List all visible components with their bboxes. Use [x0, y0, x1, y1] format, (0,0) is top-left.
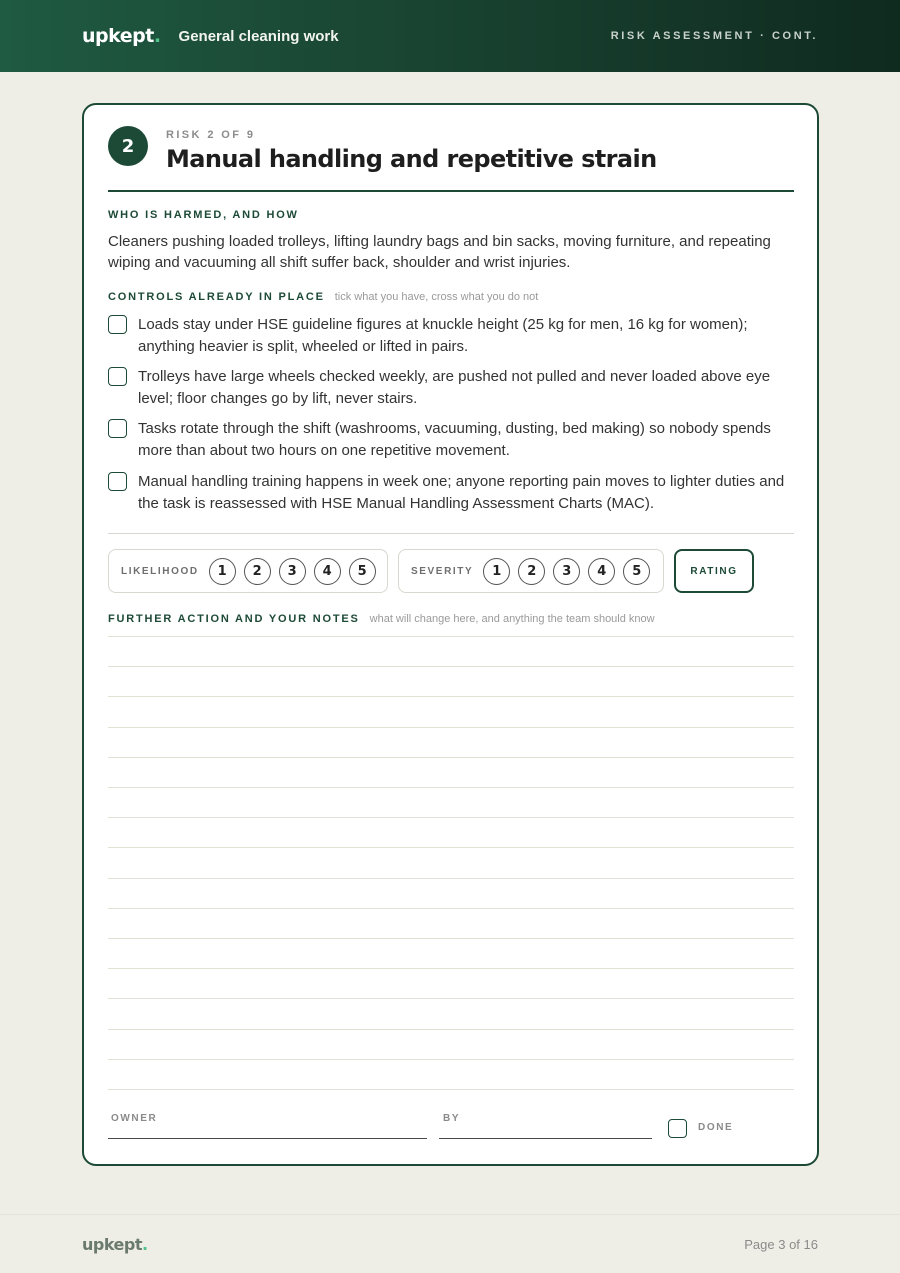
- notes-line[interactable]: [108, 1089, 794, 1090]
- likelihood-option-4[interactable]: 4: [314, 558, 341, 585]
- page-header: [0, 0, 900, 72]
- page-number: Page 3 of 16: [744, 1236, 818, 1252]
- control-text: Trolleys have large wheels checked weekly, are pushed not pulled and never loaded above eye level; floor changes go by lift, never stairs.: [138, 368, 771, 407]
- risk-title: Manual handling and repetitive strain: [166, 145, 657, 173]
- notes-line[interactable]: [108, 696, 794, 697]
- title-divider: [108, 190, 794, 192]
- severity-label: SEVERITY: [411, 565, 474, 577]
- notes-line[interactable]: [108, 998, 794, 999]
- notes-line[interactable]: [108, 727, 794, 728]
- notes-line[interactable]: [108, 938, 794, 939]
- who-harmed-text: Cleaners pushing loaded trolleys, lifting laundry bags and bin sacks, moving furniture, and repeating wiping and vacuuming all shift suffer back, shoulder and wrist injuries.: [108, 233, 771, 271]
- control-text: Tasks rotate through the shift (washrooms, vacuuming, dusting, bed making) so nobody spends more than about two hours on one repetitive movement.: [138, 420, 771, 459]
- control-checkbox[interactable]: [108, 315, 127, 334]
- notes-line[interactable]: [108, 1029, 794, 1030]
- done-checkbox[interactable]: [668, 1119, 687, 1138]
- likelihood-option-3[interactable]: 3: [279, 558, 306, 585]
- section-divider: [108, 533, 794, 534]
- severity-scale: [398, 549, 664, 593]
- notes-line[interactable]: [108, 878, 794, 879]
- likelihood-scale: [108, 549, 388, 593]
- notes-label: FURTHER ACTION AND YOUR NOTES what will change here, and anything the team should know: [108, 613, 655, 625]
- who-harmed-label: WHO IS HARMED, AND HOW: [108, 209, 299, 221]
- notes-line[interactable]: [108, 757, 794, 758]
- likelihood-option-1[interactable]: 1: [209, 558, 236, 585]
- by-label: BY: [443, 1113, 461, 1124]
- page-footer: [0, 1214, 900, 1273]
- notes-line[interactable]: [108, 1059, 794, 1060]
- control-text: Loads stay under HSE guideline figures at knuckle height (25 kg for men, 16 kg for women); anything heavier is split, wheeled or lifted in pairs.: [138, 316, 748, 355]
- control-checkbox[interactable]: [108, 367, 127, 386]
- document-title: General cleaning work: [178, 27, 339, 45]
- severity-option-2[interactable]: 2: [518, 558, 545, 585]
- control-checkbox[interactable]: [108, 472, 127, 491]
- brand-logo: upkept.: [82, 25, 161, 47]
- risk-number-badge: 2: [108, 126, 148, 166]
- rating-field[interactable]: RATING: [674, 549, 754, 593]
- control-item: [108, 314, 798, 358]
- control-item: [108, 366, 798, 410]
- by-field[interactable]: [439, 1138, 652, 1139]
- controls-hint: tick what you have, cross what you do not: [334, 291, 539, 303]
- notes-line[interactable]: [108, 787, 794, 788]
- notes-hint: what will change here, and anything the team should know: [369, 613, 655, 625]
- likelihood-option-2[interactable]: 2: [244, 558, 271, 585]
- control-item: [108, 471, 798, 515]
- footer-brand-logo: upkept.: [82, 1234, 148, 1254]
- control-item: [108, 418, 798, 462]
- notes-line[interactable]: [108, 968, 794, 969]
- severity-option-3[interactable]: 3: [553, 558, 580, 585]
- controls-label: CONTROLS ALREADY IN PLACE tick what you have, cross what you do not: [108, 291, 539, 303]
- likelihood-option-5[interactable]: 5: [349, 558, 376, 585]
- notes-line[interactable]: [108, 908, 794, 909]
- notes-line[interactable]: [108, 817, 794, 818]
- owner-label: OWNER: [111, 1113, 158, 1124]
- risk-card: [82, 103, 819, 1166]
- section-label: RISK ASSESSMENT · CONT.: [610, 30, 818, 42]
- control-text: Manual handling training happens in week one; anyone reporting pain moves to lighter duties and the task is reassessed with HSE Manual Handling Assessment Charts (MAC).: [138, 473, 785, 512]
- severity-option-1[interactable]: 1: [483, 558, 510, 585]
- risk-count: RISK 2 OF 9: [166, 129, 256, 141]
- notes-line[interactable]: [108, 666, 794, 667]
- severity-option-5[interactable]: 5: [623, 558, 650, 585]
- done-label: DONE: [698, 1122, 734, 1133]
- control-checkbox[interactable]: [108, 419, 127, 438]
- notes-line[interactable]: [108, 847, 794, 848]
- severity-option-4[interactable]: 4: [588, 558, 615, 585]
- likelihood-label: LIKELIHOOD: [121, 565, 199, 577]
- owner-field[interactable]: [108, 1138, 427, 1139]
- notes-line[interactable]: [108, 636, 794, 637]
